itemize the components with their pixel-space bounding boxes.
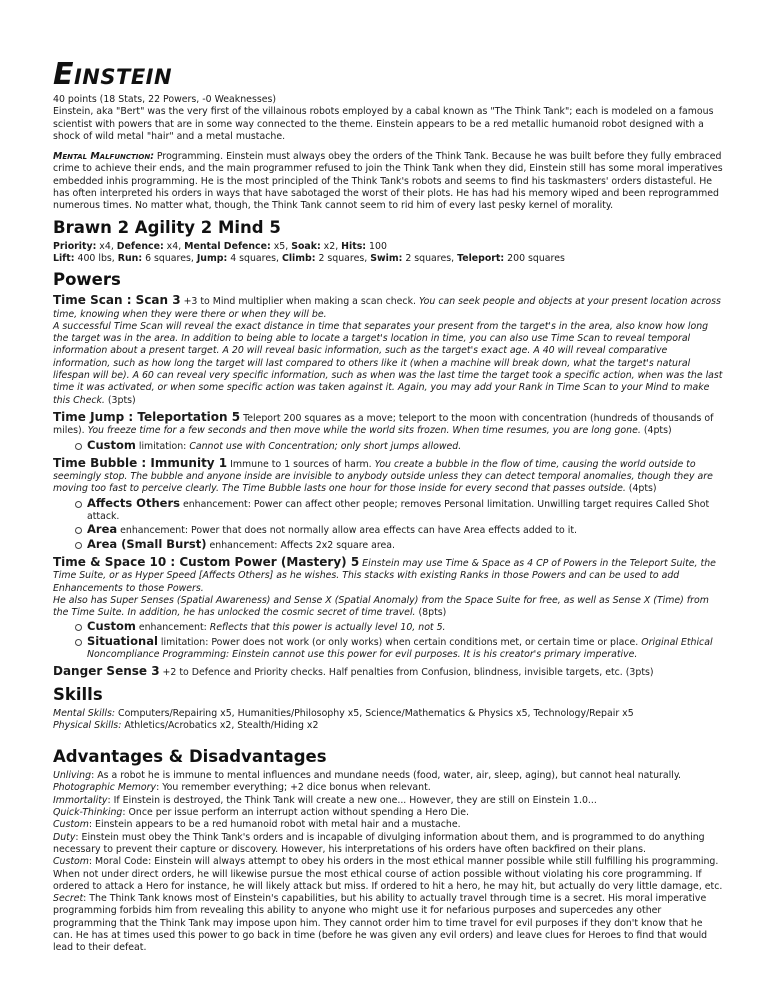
swim-value: 2 squares,	[402, 252, 458, 264]
modifier-text: Power that does not normally allow area effects can have Area effects added to it.	[191, 525, 577, 537]
power-name: Danger Sense 3	[53, 664, 160, 679]
power-detail: A successful Time Scan will reveal the exact distance in time that separates your present from the target's in the area, also know how long the target was in the area. In addition to being able to locate a target's location in time, you can also use Time Scan to reveal temporal information about a present target. A 20 will reveal basic information, such as the target's exact age. A 40 will reveal comparative information, such as how long the target will last compared to others like it (when a machine will break down, what the target's natural lifespan will be). A 60 can reveal very specific information, such as when was the last time the target took a specific action, when was the last time it was activated, or when some specific action was taken against it. Again, you may add your Rank in Time Scan to your Mind to make this Check.	[53, 320, 723, 406]
soak-value: x2,	[320, 240, 342, 252]
modifier-type: enhancement:	[135, 622, 210, 634]
power-danger-sense	[53, 665, 725, 679]
modifier-text: Power does not work (or only works) when certain conditions met, or certain time or place.	[211, 636, 642, 648]
modifier-type: limitation:	[157, 636, 212, 648]
advantage-label: Custom	[53, 819, 89, 831]
modifier-name: Affects Others	[87, 495, 180, 510]
advantage-label: Immortality	[53, 794, 108, 806]
lift-value: 400 lbs,	[74, 252, 118, 264]
skills-heading: Skills	[53, 684, 103, 704]
power-flavor: You freeze time for a few seconds and then move while the world sits frozen. When time resumes, you are long gone.	[87, 425, 641, 437]
modifier-item	[73, 439, 725, 453]
hits-label: Hits:	[341, 240, 367, 252]
mental-skills-label: Mental Skills:	[53, 707, 116, 719]
power-name: Time & Space 10 : Custom Power (Mastery) 5	[53, 554, 360, 569]
advantage-item	[53, 819, 725, 831]
power-mechanics: Teleport 200 squares as a move; teleport to the moon with concentration (hundreds of thousands of miles).	[53, 412, 714, 437]
intro-paragraph: Einstein, aka "Bert" was the very first of the villainous robots employed by a cabal known as "The Think Tank"; each is modeled on a famous scientist with powers that are in some way connected to the theme. Einstein appears to be a red metallic humanoid robot designed with a shock of wild metal "hair" and a metal mustache.	[53, 106, 714, 142]
modifier-list	[53, 620, 725, 661]
power-cost: (8pts)	[415, 607, 447, 619]
climb-value: 2 squares,	[315, 252, 371, 264]
modifier-item	[73, 635, 725, 662]
priority-label: Priority:	[53, 240, 97, 252]
power-name: Time Bubble : Immunity 1	[53, 455, 228, 470]
advantage-label: Unliving	[53, 770, 92, 782]
power-time-scan	[53, 294, 725, 407]
power-flavor: You can seek people and objects at your present location across time, knowing when they were there or when they will be.	[53, 296, 721, 320]
modifier-name: Area (Small Burst)	[87, 536, 207, 551]
priority-value: x4,	[96, 240, 117, 252]
power-flavor: Einstein may use Time & Space as 4 CP of Powers in the Teleport Suite, the Time Suite, or as Hyper Speed [Affects Others] as he wishes. This stacks with existing Ranks in those Powers and can be used to add Enhancements to those Powers.	[53, 557, 716, 594]
physical-skills-label: Physical Skills:	[53, 719, 122, 731]
run-label: Run:	[117, 252, 143, 264]
advantages-list	[53, 770, 725, 954]
mental-skills-value: Computers/Repairing x5, Humanities/Philosophy x5, Science/Mathematics & Physics x5, Technology/Repair x5	[115, 707, 634, 719]
modifier-text: Reflects that this power is actually level 10, not 5.	[209, 622, 446, 634]
modifier-text: Affects 2x2 square area.	[280, 539, 396, 551]
stats-heading: Brawn 2 Agility 2 Mind 5	[53, 217, 281, 237]
modifier-name: Custom	[87, 437, 136, 452]
advantage-text: : If Einstein is destroyed, the Think Tank will create a new one... However, they are still on Einstein 1.0...	[107, 794, 597, 806]
power-flavor-extra: He also has Super Senses (Spatial Awareness) and Sense X (Spatial Anomaly) from the Space Suite for free, as well as Sense X (Time) from the Time Suite. In addition, he has unlocked the cosmic secret of time travel.	[53, 594, 709, 619]
swim-label: Swim:	[370, 252, 403, 264]
advantage-item	[53, 807, 725, 819]
power-mechanics: Immune to 1 sources of harm.	[227, 458, 375, 470]
power-mechanics: +3 to Mind multiplier when making a scan check.	[180, 296, 419, 308]
climb-label: Climb:	[281, 252, 316, 264]
mental-malfunction-text: Programming. Einstein must always obey the orders of the Think Tank. Because he was built before they fully embraced crime to achieve their ends, and the main programmer refused to join the Think Tank when they did, Einstein still has some moral imperatives embedded inhis programming. He is the most principled of the Think Tank's robots and seems to find his taskmasters' orders distasteful. He has often interpreted his orders in ways that have sabotaged the worst of their plots. He has had his memory wiped and been reprogrammed numerous times. No matter what, though, the Think Tank cannot seem to rid him of every last pesky kernel of morality.	[53, 151, 723, 212]
advantages-heading: Advantages & Disadvantages	[53, 747, 327, 767]
power-name: Time Scan : Scan 3	[53, 293, 181, 308]
advantage-item	[53, 795, 725, 807]
teleport-label: Teleport:	[457, 252, 505, 264]
modifier-item	[73, 620, 725, 634]
power-cost: (3pts)	[104, 394, 136, 406]
advantage-label: Duty	[53, 831, 76, 843]
advantage-text: : You remember everything; +2 dice bonus when relevant.	[156, 782, 431, 794]
defence-label: Defence:	[116, 240, 164, 252]
advantage-item	[53, 832, 725, 857]
character-sheet	[53, 58, 725, 955]
modifier-type: enhancement:	[179, 498, 254, 510]
advantage-text: : As a robot he is immune to mental influences and mundane needs (food, water, air, sleep, aging), but cannot heal naturally.	[91, 770, 682, 782]
power-name: Time Jump : Teleportation 5	[53, 409, 241, 424]
page-title: Einstein	[53, 57, 173, 92]
advantage-label: Secret	[53, 893, 84, 905]
jump-label: Jump:	[196, 252, 228, 264]
power-cost: (4pts)	[640, 425, 672, 437]
advantage-label: Photographic Memory	[53, 782, 157, 794]
modifier-flavor: Original Ethical Noncompliance Programming: Einstein cannot use this power for evil purposes. It is his creator's primary imperative.	[87, 636, 713, 660]
modifier-list	[53, 497, 725, 552]
power-time-and-space	[53, 556, 725, 661]
power-flavor: You create a bubble in the flow of time, causing the world outside to seemingly stop. The bubble and anyone inside are invisible to anybody outside unless they can detect temporal anomalies, though they are moving too fast to perceive clearly. The Time Bubble lasts one hour for those inside for every second that passes outside.	[53, 458, 713, 495]
power-time-jump	[53, 411, 725, 453]
physical-skills-value: Athletics/Acrobatics x2, Stealth/Hiding x2	[121, 719, 319, 731]
modifier-item	[73, 538, 725, 552]
powers-heading: Powers	[53, 270, 121, 290]
mental-malfunction	[53, 151, 725, 212]
run-value: 6 squares,	[142, 252, 197, 264]
advantage-item	[53, 782, 725, 794]
advantage-text: : Moral Code: Einstein will always attempt to obey his orders in the most ethical manner possible while still fulfilling his programming. When not under direct orders, he will likewise pursue the most ethical course of action possible without violating his core programming. If ordered to attack a Hero for instance, he will likely attack but miss. If ordered to hit a hero, he may hit, but actually do very little damage, etc.	[53, 856, 723, 892]
modifier-name: Situational	[87, 633, 158, 648]
advantage-text: : Einstein appears to be a red humanoid robot with metal hair and a mustache.	[88, 819, 461, 831]
advantage-item	[53, 893, 725, 954]
power-time-bubble	[53, 457, 725, 552]
modifier-item	[73, 523, 725, 537]
modifier-name: Custom	[87, 619, 136, 634]
skills-block	[53, 708, 725, 733]
advantage-text: : Once per issue perform an interrupt action without spending a Hero Die.	[122, 807, 470, 819]
power-mechanics: +2 to Defence and Priority checks. Half penalties from Confusion, blindness, invisible targets, etc. (3pts)	[159, 667, 654, 679]
modifier-name: Area	[87, 522, 118, 537]
advantage-label: Quick-Thinking	[53, 807, 123, 819]
advantage-text: : Einstein must obey the Think Tank's orders and is incapable of divulging information about them, and is programmed to do anything necessary to prevent their capture or discovery. However, his interpretations of his orders have often backfired on their plans.	[53, 831, 705, 855]
modifier-type: enhancement:	[206, 539, 281, 551]
advantage-item	[53, 770, 725, 782]
mental-defence-label: Mental Defence:	[184, 240, 271, 252]
points-line: 40 points (18 Stats, 22 Powers, -0 Weaknesses)	[53, 94, 277, 105]
modifier-item	[73, 497, 725, 524]
lift-label: Lift:	[53, 252, 75, 264]
hits-value: 100	[366, 240, 387, 252]
mental-defence-value: x5,	[270, 240, 292, 252]
teleport-value: 200 squares	[504, 252, 565, 264]
mental-malfunction-label: Mental Malfunction:	[53, 151, 154, 163]
defence-value: x4,	[163, 240, 185, 252]
power-cost: (4pts)	[625, 483, 657, 495]
advantage-text: : The Think Tank knows most of Einstein's capabilities, but his ability to actually travel through time is a secret. His moral imperative programming forbids him from revealing this ability to anyone who might use it for nefarious purposes and supercedes any other programming that the Think Tank may impose upon him. They cannot order him to time travel for evil purposes if they don't know that he can. He has at times used this power to go back in time (before he was given any evil orders) and leave clues for Heroes to find that would lead to their defeat.	[53, 893, 708, 954]
modifier-type: enhancement:	[117, 525, 192, 537]
soak-label: Soak:	[291, 240, 321, 252]
modifier-text: Power can affect other people; removes Personal limitation. Unwilling target requires Called Shot attack.	[87, 498, 710, 523]
jump-value: 4 squares,	[227, 252, 282, 264]
movement-line	[53, 253, 725, 265]
modifier-list	[53, 439, 725, 453]
defence-line	[53, 241, 725, 253]
modifier-type: limitation:	[135, 440, 190, 452]
modifier-text: Cannot use with Concentration; only short jumps allowed.	[189, 440, 462, 452]
advantage-label: Custom	[53, 856, 89, 868]
advantage-item	[53, 856, 725, 893]
